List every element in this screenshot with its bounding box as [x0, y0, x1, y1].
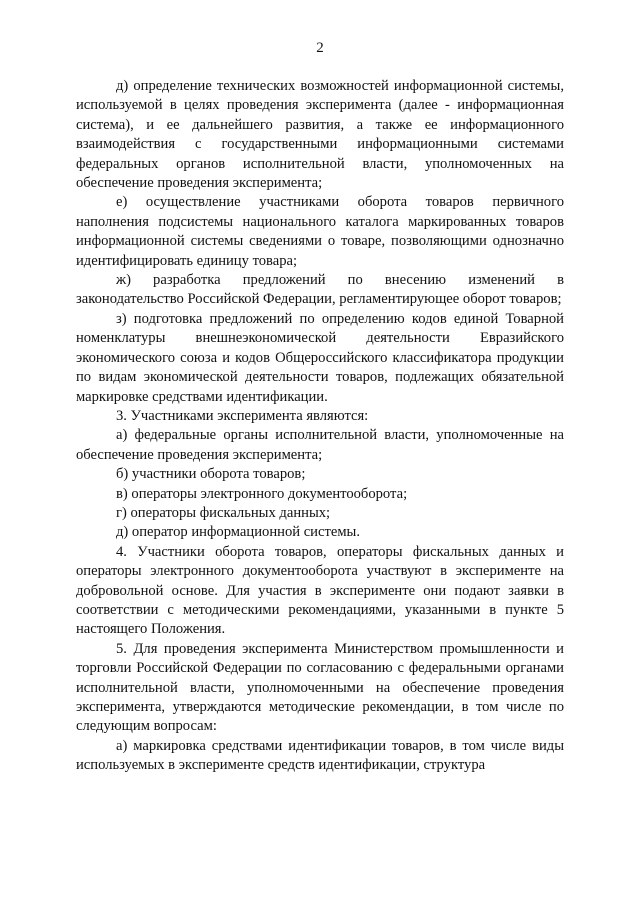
paragraph-5-methodical-recommendations: 5. Для проведения эксперимента Министерством промышленности и торговли Российской Федерации по согласованию с федеральными органами исполнительной власти, уполномоченными на обеспечение проведения эксперимента, утверждаются методические рекомендации, в том числе по следующим вопросам:	[76, 640, 564, 735]
document-body	[76, 77, 564, 776]
paragraph-z-codes-proposals: з) подготовка предложений по определению кодов единой Товарной номенклатуры внешнеэкономической деятельности Евразийского экономического союза и кодов Общероссийского классификатора продукции по видам экономической деятельности товаров, подлежащих обязательной маркировке средствами идентификации.	[76, 310, 564, 405]
paragraph-a-federal-bodies: а) федеральные органы исполнительной власти, уполномоченные на обеспечение проведения эксперимента;	[76, 427, 564, 463]
paragraph-g-fiscal-operators: г) операторы фискальных данных;	[116, 504, 331, 521]
paragraph-4-voluntary-participation: 4. Участники оборота товаров, операторы фискальных данных и операторы электронного документооборота участвуют в эксперименте на добровольной основе. Для участия в эксперименте они подают заявки в соответствии с методическими рекомендациями, указанными в пункте 5 настоящего Положения.	[76, 543, 564, 638]
paragraph-3-participants: 3. Участниками эксперимента являются:	[116, 407, 369, 424]
paragraph-b-turnover-participants: б) участники оборота товаров;	[116, 466, 306, 483]
paragraph-zh-legislation-proposals: ж) разработка предложений по внесению изменений в законодательство Российской Федерации, регламентирующее оборот товаров;	[76, 272, 564, 308]
page-number: 2	[316, 40, 324, 56]
paragraph-a-marking: а) маркировка средствами идентификации товаров, в том числе виды используемых в эксперименте средств идентификации, структура	[76, 737, 564, 774]
paragraph-d-information-system: д) определение технических возможностей информационной системы, используемой в целях проведения эксперимента (далее - информационная система), и ее дальнейшего развития, а также ее информационного взаимодействия с государственными информационными системами федеральных органов исполнительной власти, уполномоченных на обеспечение проведения эксперимента;	[76, 78, 564, 192]
paragraph-e-catalog-filling: е) осуществление участниками оборота товаров первичного наполнения подсистемы национального каталога маркированных товаров информационной системы сведениями о товаре, позволяющими однозначно идентифицировать единицу товара;	[76, 194, 564, 269]
paragraph-v-edo-operators: в) операторы электронного документооборота;	[116, 485, 408, 502]
paragraph-d-system-operator: д) оператор информационной системы.	[116, 524, 361, 541]
